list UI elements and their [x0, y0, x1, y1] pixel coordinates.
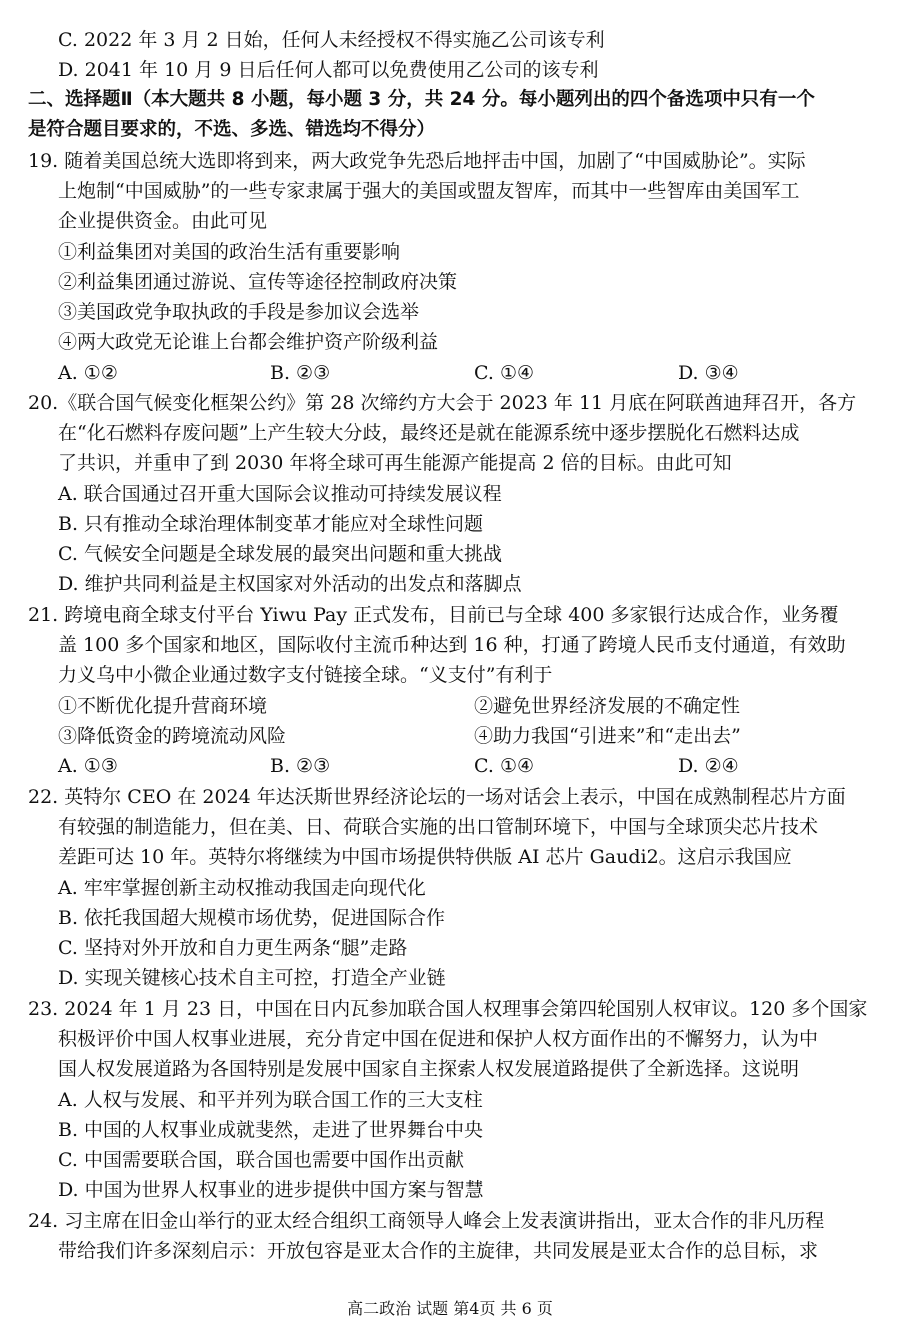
q20-stem-line: 了共识，并重申了到 2030 年将全球可再生能源产能提高 2 倍的目标。由此可知	[58, 452, 732, 474]
q21-option-a: A. ①③	[58, 755, 118, 777]
section-heading-line1: 二、选择题Ⅱ（本大题共 8 小题，每小题 3 分，共 24 分。每小题列出的四个备选项中只有一个	[28, 89, 815, 110]
q24-stem-line: 带给我们许多深刻启示：开放包容是亚太合作的主旋律，共同发展是亚太合作的总目标，求	[58, 1240, 819, 1262]
q20-stem-line: 在“化石燃料存废问题”上产生较大分歧，最终还是就在能源系统中逐步摆脱化石燃料达成	[58, 422, 800, 444]
q22-stem-line: 有较强的制造能力，但在美、日、荷联合实施的出口管制环境下，中国与全球顶尖芯片技术	[58, 816, 819, 838]
q23-option-b: B. 中国的人权事业成就斐然，走进了世界舞台中央	[58, 1119, 484, 1141]
q23-option-c: C. 中国需要联合国，联合国也需要中国作出贡献	[58, 1149, 464, 1171]
q20-option-c: C. 气候安全问题是全球发展的最突出问题和重大挑战	[58, 543, 502, 565]
q20-stem-line: 20.《联合国气候变化框架公约》第 28 次缔约方大会于 2023 年 11 月底在阿联酋迪拜召开，各方	[28, 392, 857, 414]
q21-stem-line: 21. 跨境电商全球支付平台 Yiwu Pay 正式发布，目前已与全球 400 多家银行达成合作，业务覆	[28, 604, 839, 626]
q19-option-a: A. ①②	[58, 362, 118, 384]
q20-option-a: A. 联合国通过召开重大国际会议推动可持续发展议程	[58, 483, 502, 505]
q24-stem-line: 24. 习主席在旧金山举行的亚太经合组织工商领导人峰会上发表演讲指出，亚太合作的非凡历程	[28, 1210, 825, 1232]
q23-stem-line: 国人权发展道路为各国特别是发展中国家自主探索人权发展道路提供了全新选择。这说明	[58, 1058, 800, 1080]
prev-option-c: C. 2022 年 3 月 2 日始，任何人未经授权不得实施乙公司该专利	[58, 29, 605, 51]
q21-statement: ②避免世界经济发展的不确定性	[474, 695, 741, 717]
q19-option-d: D. ③④	[678, 362, 739, 384]
q19-statement: ③美国政党争取执政的手段是参加议会选举	[58, 301, 420, 323]
q19-option-c: C. ①④	[474, 362, 535, 384]
q21-option-b: B. ②③	[270, 755, 331, 777]
q22-stem-line: 22. 英特尔 CEO 在 2024 年达沃斯世界经济论坛的一场对话会上表示，中国在成熟制程芯片方面	[28, 786, 846, 808]
q21-statement: ①不断优化提升营商环境	[58, 695, 268, 717]
q23-stem-line: 积极评价中国人权事业进展，充分肯定中国在促进和保护人权方面作出的不懈努力，认为中	[58, 1028, 819, 1050]
q22-option-a: A. 牢牢掌握创新主动权推动我国走向现代化	[58, 877, 426, 899]
q21-stem-line: 盖 100 多个国家和地区，国际收付主流币种达到 16 种，打通了跨境人民币支付通道，有效助	[58, 634, 846, 656]
q21-option-d: D. ②④	[678, 755, 739, 777]
q21-statement: ③降低资金的跨境流动风险	[58, 725, 287, 747]
q23-option-a: A. 人权与发展、和平并列为联合国工作的三大支柱	[58, 1089, 483, 1111]
q19-stem-line: 上炮制“中国威胁”的一些专家隶属于强大的美国或盟友智库，而其中一些智库由美国军工	[58, 180, 800, 202]
q20-option-d: D. 维护共同利益是主权国家对外活动的出发点和落脚点	[58, 573, 522, 595]
q19-statement: ④两大政党无论谁上台都会维护资产阶级利益	[58, 331, 439, 353]
q22-option-d: D. 实现关键核心技术自主可控，打造全产业链	[58, 967, 446, 989]
q22-stem-line: 差距可达 10 年。英特尔将继续为中国市场提供特供版 AI 芯片 Gaudi2。这启示我国应	[58, 846, 792, 868]
q21-statement: ④助力我国“引进来”和“走出去”	[474, 725, 741, 747]
q20-option-b: B. 只有推动全球治理体制变革才能应对全球性问题	[58, 513, 484, 535]
q22-option-c: C. 坚持对外开放和自力更生两条“腿”走路	[58, 937, 408, 959]
prev-option-d: D. 2041 年 10 月 9 日后任何人都可以免费使用乙公司的该专利	[58, 59, 599, 81]
q19-statement: ②利益集团通过游说、宣传等途径控制政府决策	[58, 271, 458, 293]
q23-option-d: D. 中国为世界人权事业的进步提供中国方案与智慧	[58, 1179, 484, 1201]
q23-stem-line: 23. 2024 年 1 月 23 日，中国在日内瓦参加联合国人权理事会第四轮国别人权审议。120 多个国家	[28, 998, 868, 1020]
q21-option-c: C. ①④	[474, 755, 535, 777]
q19-stem-line: 19. 随着美国总统大选即将到来，两大政党争先恐后地抨击中国，加剧了“中国威胁论”。实际	[28, 150, 806, 172]
q19-statement: ①利益集团对美国的政治生活有重要影响	[58, 241, 401, 263]
q22-option-b: B. 依托我国超大规模市场优势，促进国际合作	[58, 907, 446, 929]
q21-stem-line: 力义乌中小微企业通过数字支付链接全球。“义支付”有利于	[58, 664, 553, 686]
q19-stem-line: 企业提供资金。由此可见	[58, 210, 268, 232]
page-footer: 高二政治 试题 第4页 共 6 页	[347, 1299, 553, 1318]
section-heading-line2: 是符合题目要求的，不选、多选、错选均不得分）	[28, 119, 436, 140]
q19-option-b: B. ②③	[270, 362, 331, 384]
